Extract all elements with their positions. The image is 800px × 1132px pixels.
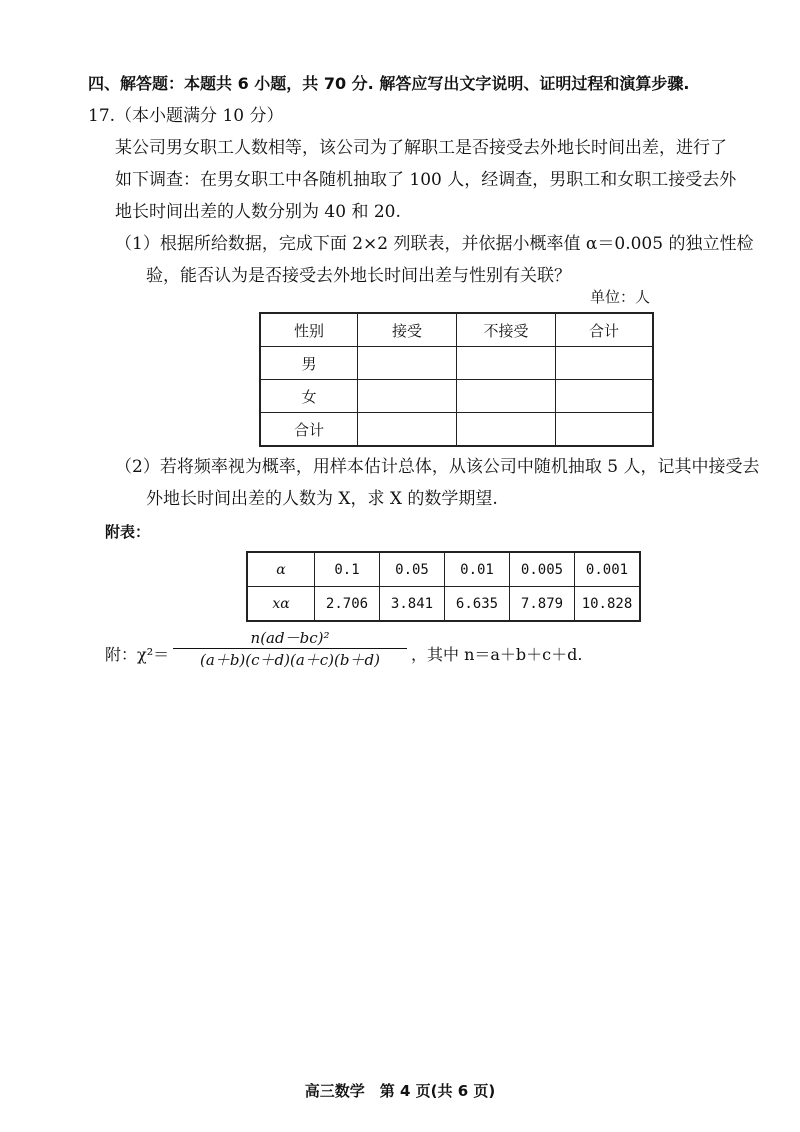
part2-line-2: 外地长时间出差的人数为 X，求 X 的数学期望. — [146, 489, 498, 509]
blank-cell[interactable] — [358, 347, 457, 380]
alpha-value: 0.1 — [315, 552, 380, 587]
unit-label: 单位：人 — [589, 288, 650, 306]
question-stem-line-1: 某公司男女职工人数相等，该公司为了解职工是否接受去外地长时间出差，进行了 — [115, 138, 727, 158]
formula-prefix: 附：χ²＝ — [105, 645, 170, 664]
formula-suffix: ，其中 n＝a＋b＋c＋d. — [411, 645, 583, 664]
alpha-value: 0.005 — [510, 552, 575, 587]
section-heading: 四、解答题：本题共 6 小题，共 70 分. 解答应写出文字说明、证明过程和演算步骤. — [88, 74, 690, 93]
blank-cell[interactable] — [556, 380, 654, 413]
x-alpha-label: xα — [247, 587, 315, 622]
critical-value: 2.706 — [315, 587, 380, 622]
alpha-label: α — [247, 552, 315, 587]
question-stem-line-2: 如下调查：在男女职工中各随机抽取了 100 人，经调查，男职工和女职工接受去外 — [115, 170, 737, 190]
row-label: 男 — [260, 347, 358, 380]
table-row — [260, 347, 653, 380]
blank-cell[interactable] — [556, 347, 654, 380]
table-row — [247, 587, 640, 622]
page-footer: 高三数学 第 4 页(共 6 页) — [304, 1082, 496, 1100]
formula-fraction — [173, 628, 407, 671]
header-cell: 不接受 — [457, 313, 556, 347]
blank-cell[interactable] — [556, 413, 654, 447]
table-row — [260, 380, 653, 413]
critical-value-table — [246, 551, 641, 622]
critical-value: 7.879 — [510, 587, 575, 622]
row-label: 女 — [260, 380, 358, 413]
alpha-value: 0.05 — [380, 552, 445, 587]
blank-cell[interactable] — [457, 380, 556, 413]
contingency-table — [259, 312, 654, 447]
part1-line-1: （1）根据所给数据，完成下面 2×2 列联表，并依据小概率值 α＝0.005 的独立性检 — [115, 234, 754, 254]
critical-value: 6.635 — [445, 587, 510, 622]
formula-numerator: n(ad－bc)² — [173, 628, 407, 649]
question-number: 17.（本小题满分 10 分） — [88, 106, 284, 126]
header-cell: 合计 — [556, 313, 654, 347]
row-label: 合计 — [260, 413, 358, 447]
header-cell: 接受 — [358, 313, 457, 347]
blank-cell[interactable] — [358, 413, 457, 447]
table-header-row — [260, 313, 653, 347]
blank-cell[interactable] — [358, 380, 457, 413]
table-row — [247, 552, 640, 587]
critical-value: 3.841 — [380, 587, 445, 622]
alpha-value: 0.001 — [575, 552, 641, 587]
question-stem-line-3: 地长时间出差的人数分别为 40 和 20. — [115, 202, 401, 222]
alpha-value: 0.01 — [445, 552, 510, 587]
blank-cell[interactable] — [457, 347, 556, 380]
blank-cell[interactable] — [457, 413, 556, 447]
part2-line-1: （2）若将频率视为概率，用样本估计总体，从该公司中随机抽取 5 人，记其中接受去 — [115, 457, 760, 477]
appendix-label: 附表： — [105, 523, 151, 541]
part1-line-2: 验，能否认为是否接受去外地长时间出差与性别有关联？ — [146, 266, 571, 286]
critical-value: 10.828 — [575, 587, 641, 622]
header-cell: 性别 — [260, 313, 358, 347]
table-row — [260, 413, 653, 447]
formula-denominator: (a＋b)(c＋d)(a＋c)(b＋d) — [200, 651, 380, 669]
